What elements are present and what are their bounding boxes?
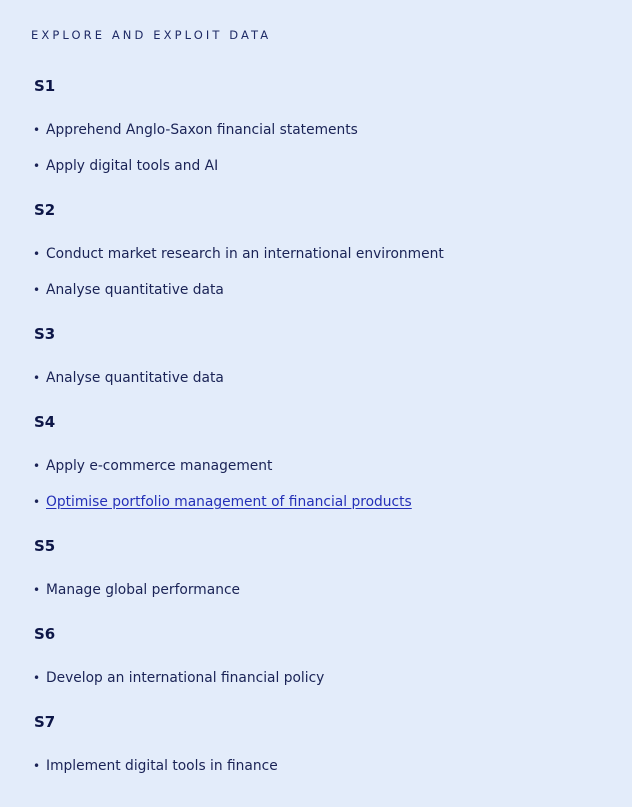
skill-item: [33, 157, 218, 175]
skill-text: Manage global performance: [46, 582, 241, 598]
bullet-icon: •: [33, 459, 41, 473]
skill-item: [33, 121, 358, 139]
skill-text: Apprehend Anglo-Saxon financial statements: [46, 122, 358, 138]
semester-heading: S1: [34, 77, 56, 95]
bullet-icon: •: [33, 371, 41, 385]
skill-text: Analyse quantitative data: [46, 282, 224, 298]
bullet-icon: •: [33, 283, 41, 297]
skill-item: [33, 581, 240, 599]
bullet-icon: •: [33, 159, 41, 173]
semester-heading: S5: [34, 537, 56, 555]
bullet-icon: •: [33, 759, 41, 773]
bullet-icon: •: [33, 671, 41, 685]
skill-item: [33, 457, 272, 475]
semester-heading: S2: [34, 201, 56, 219]
skill-item: [33, 369, 224, 387]
bullet-icon: •: [33, 495, 41, 509]
skill-text: Analyse quantitative data: [46, 370, 224, 386]
skill-text: Develop an international financial policy: [46, 670, 325, 686]
skill-item: [33, 245, 444, 263]
skill-item: [33, 281, 224, 299]
semester-heading: S6: [34, 625, 56, 643]
bullet-icon: •: [33, 247, 41, 261]
semester-heading: S3: [34, 325, 56, 343]
semester-heading: S4: [34, 413, 56, 431]
skill-text: Implement digital tools in finance: [46, 758, 278, 774]
bullet-icon: •: [33, 123, 41, 137]
section-title: EXPLORE AND EXPLOIT DATA: [31, 28, 272, 42]
skill-item: [33, 493, 412, 511]
semester-heading: S7: [34, 713, 56, 731]
skill-link[interactable]: Optimise portfolio management of financial products: [46, 494, 412, 510]
skill-text: Conduct market research in an international environment: [46, 246, 444, 262]
bullet-icon: •: [33, 583, 41, 597]
skill-text: Apply digital tools and AI: [46, 158, 219, 174]
skill-item: [33, 669, 324, 687]
skill-item: [33, 757, 278, 775]
skill-text: Apply e-commerce management: [46, 458, 273, 474]
